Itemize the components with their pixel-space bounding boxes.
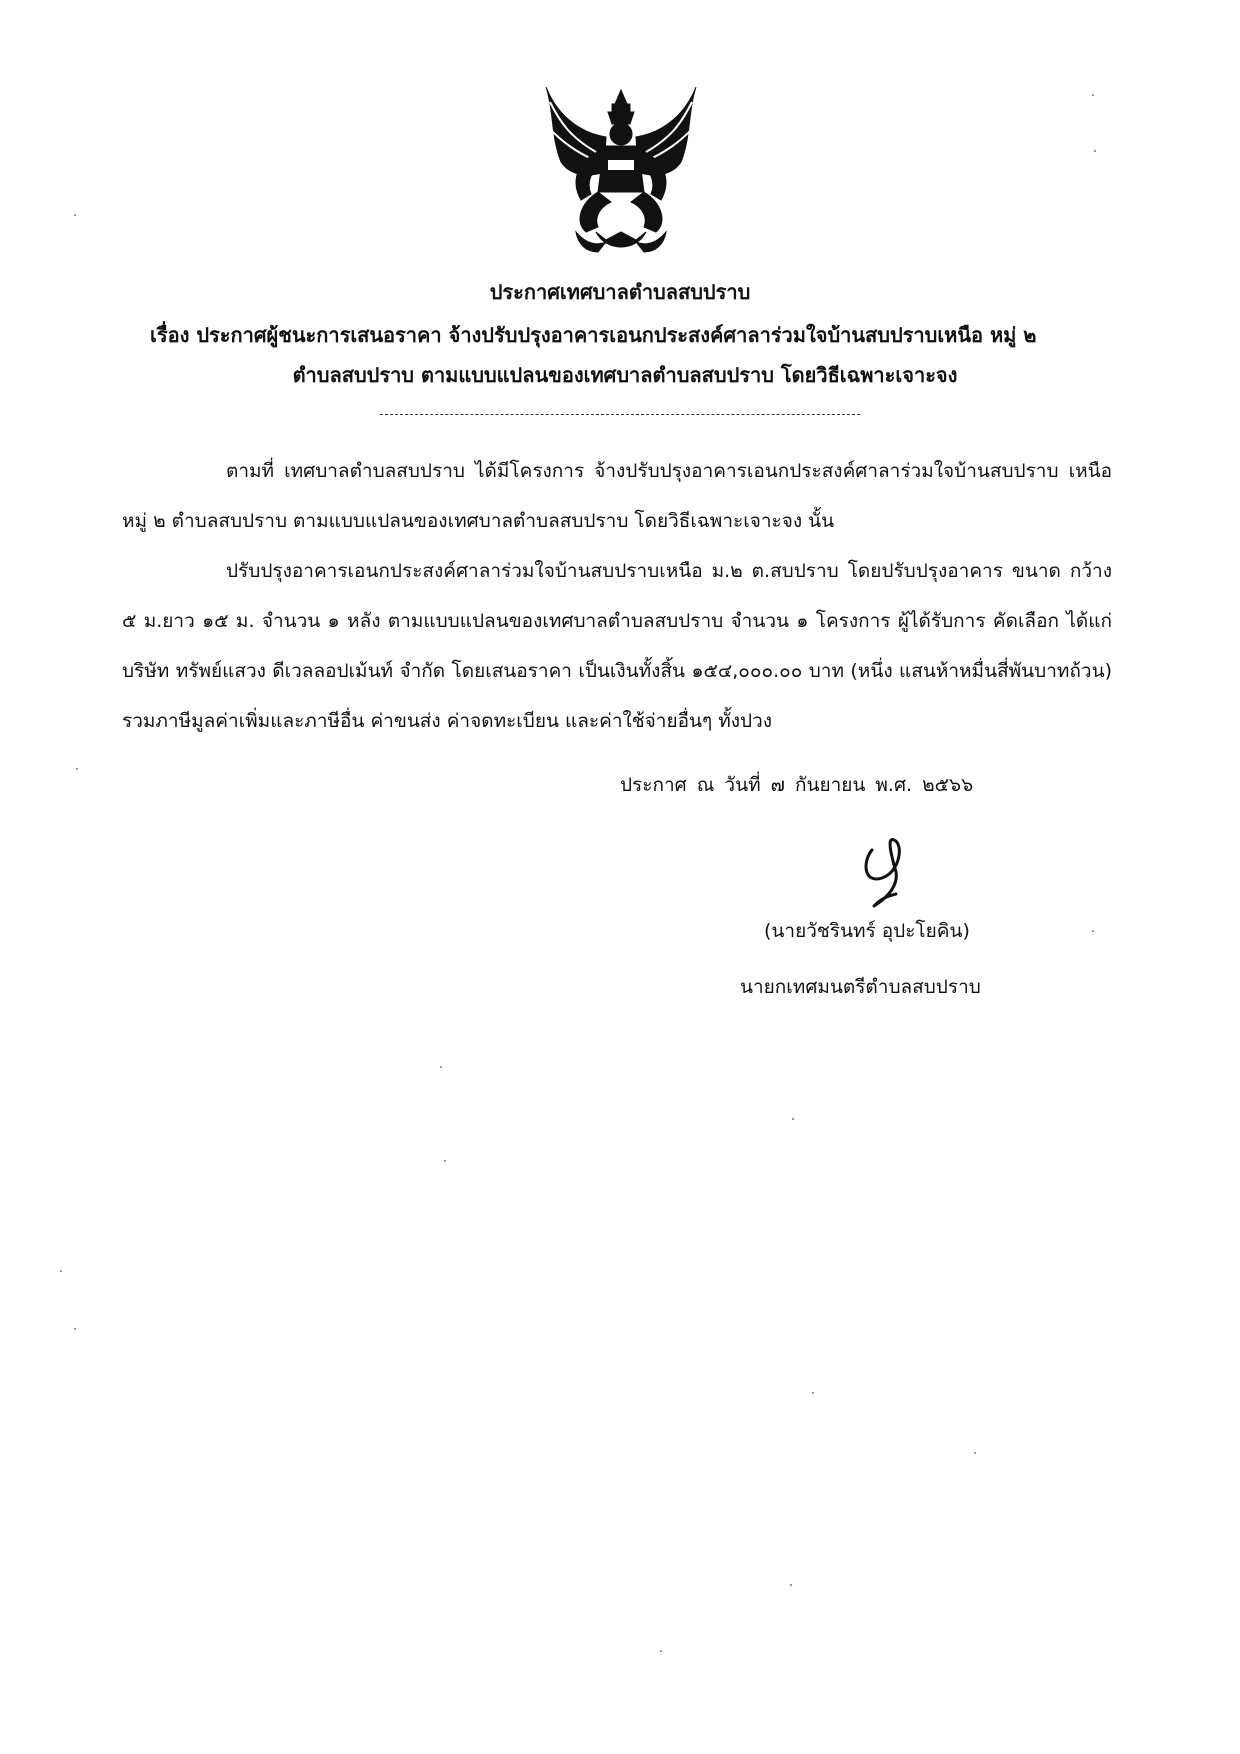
announce-date: ประกาศ ณ วันที่ ๗ กันยายน พ.ศ. ๒๕๖๖ [620, 774, 974, 796]
scan-speck [76, 768, 78, 770]
handwritten-signature-icon [852, 832, 926, 912]
signer-name: (นายวัชรินทร์ อุปะโยคิน) [764, 920, 970, 942]
scan-speck [974, 1452, 976, 1454]
scan-speck [1092, 930, 1094, 932]
scan-speck [792, 1118, 794, 1120]
subject-line-1: เรื่อง ประกาศผู้ชนะการเสนอราคา จ้างปรับปรุงอาคารเอนกประสงค์ศาลาร่วมใจบ้านสบปราบเหนือ หมู่ ๒ [150, 323, 1037, 347]
scan-speck [74, 1328, 76, 1330]
scan-speck [444, 1160, 446, 1162]
scan-speck [1092, 94, 1094, 96]
scan-speck [1094, 150, 1096, 152]
body-paragraph-2: ปรับปรุงอาคารเอนกประสงค์ศาลาร่วมใจบ้านสบปราบเหนือ ม.๒ ต.สบปราบ โดยปรับปรุงอาคาร ขนาด กว้าง ๕ ม.ยาว ๑๕ ม. จำนวน ๑ หลัง ตามแบบแปลนของเทศบาลตำบลสบปราบ จำนวน ๑ โครงการ ผู้ได้รับการ คัดเลือก ได้แก่ บริษัท ทรัพย์แสวง ดีเวลลอปเม้นท์ จำกัด โดยเสนอราคา เป็นเงินทั้งสิ้น ๑๕๔,๐๐๐.๐๐ บาท (หนึ่ง แสนห้าหมื่นสี่พันบาทถ้วน) รวมภาษีมูลค่าเพิ่มและภาษีอื่น ค่าขนส่ง ค่าจดทะเบียน และค่าใช้จ่ายอื่นๆ ทั้งปวง [122, 560, 1112, 732]
scan-speck [74, 214, 76, 216]
subject-line-2: ตำบลสบปราบ ตามแบบแปลนของเทศบาลตำบลสบปราบ โดยวิธีเฉพาะเจาะจง [292, 363, 958, 387]
scan-speck [812, 1392, 814, 1394]
subject-block [150, 315, 1100, 395]
body-paragraph-1: ตามที่ เทศบาลตำบลสบปราบ ได้มีโครงการ จ้างปรับปรุงอาคารเอนกประสงค์ศาลาร่วมใจบ้านสบปราบ เหนือ หมู่ ๒ ตำบลสบปราบ ตามแบบแปลนของเทศบาลตำบลสบปราบ โดยวิธีเฉพาะเจาะจง นั้น [122, 460, 1112, 532]
signer-position: นายกเทศมนตรีตำบลสบปราบ [740, 976, 981, 998]
announcement-title: ประกาศเทศบาลตำบลสบปราบ [489, 280, 751, 304]
scan-speck [60, 1270, 62, 1272]
scan-speck [440, 1066, 442, 1068]
scan-speck [660, 1650, 662, 1652]
scan-speck [790, 1584, 792, 1586]
divider [380, 414, 860, 415]
garuda-emblem-icon [536, 82, 706, 262]
